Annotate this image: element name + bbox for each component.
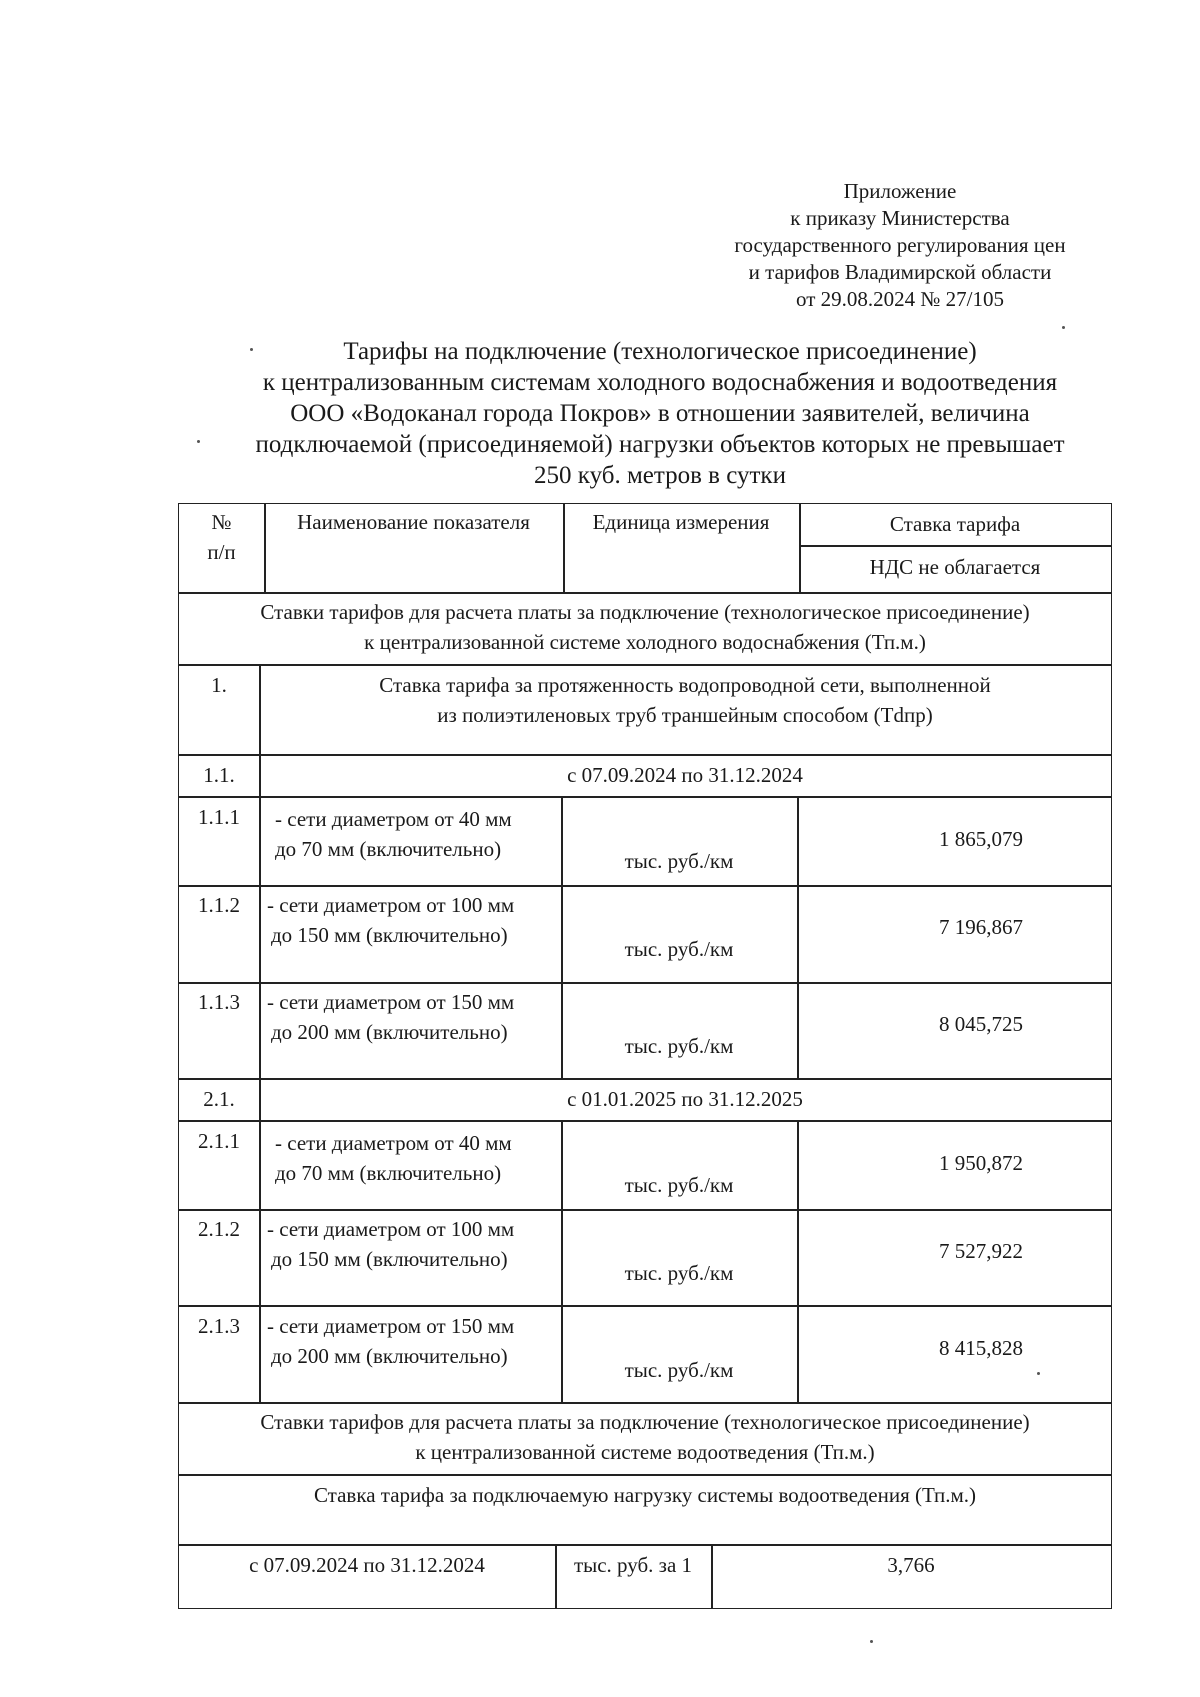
appendix-line: и тарифов Владимирской области [748, 260, 1052, 284]
section-sewerage-line1: Ставки тарифов для расчета платы за подключение (технологическое присоединение) [260, 1410, 1030, 1434]
row-name-line2: до 150 мм (включительно) [271, 1247, 508, 1271]
row-number: 2.1.1 [198, 1129, 240, 1153]
row-value: 1 950,872 [939, 1151, 1023, 1175]
period-2-label: с 01.01.2025 по 31.12.2025 [567, 1087, 803, 1111]
section-water-supply-line1: Ставки тарифов для расчета платы за подключение (технологическое присоединение) [260, 600, 1030, 624]
appendix-line: Приложение [843, 179, 957, 203]
last-row-unit: тыс. руб. за 1 [573, 1553, 693, 1577]
title-line: Тарифы на подключение (технологическое присоединение) [343, 338, 977, 365]
appendix-line: к приказу Министерства [790, 206, 1010, 230]
item-1-number: 1. [211, 673, 227, 697]
rule-row-1-1-2-bottom [179, 982, 1111, 984]
row-name-line2: до 70 мм (включительно) [275, 1161, 502, 1185]
row-number: 1.1.1 [198, 805, 240, 829]
row-number: 1.1.2 [198, 893, 240, 917]
row-name-line1: - сети диаметром от 100 мм [267, 1217, 515, 1241]
last-row-value: 3,766 [887, 1553, 935, 1577]
appendix-line: государственного регулирования цен [734, 233, 1066, 257]
row-name-line1: - сети диаметром от 40 мм [275, 807, 512, 831]
period-1-label: с 07.09.2024 по 31.12.2024 [567, 763, 803, 787]
row-unit: тыс. руб./км [624, 1034, 734, 1058]
row-number: 2.1.2 [198, 1217, 240, 1241]
title-line: ООО «Водоканал города Покров» в отношении заявителей, величина [290, 400, 1030, 427]
last-row-period: с 07.09.2024 по 31.12.2024 [249, 1553, 485, 1577]
header-vat: НДС не облагается [869, 555, 1041, 579]
title-line: к централизованным системам холодного водоснабжения и водоотведения [262, 369, 1058, 396]
item-1-title-line1: Ставка тарифа за протяженность водопроводной сети, выполненной [379, 673, 991, 697]
scan-speck [250, 348, 253, 351]
rule-item1-bottom [179, 754, 1111, 756]
scan-speck [1037, 1372, 1040, 1375]
title-line: подключаемой (присоединяемой) нагрузки объектов которых не превышает [255, 431, 1065, 458]
period-1-number: 1.1. [203, 763, 235, 787]
scan-speck [1062, 326, 1065, 329]
col-rule-num-block1 [259, 796, 261, 1078]
rule-section2-bottom [179, 1474, 1111, 1476]
row-name-line2: до 200 мм (включительно) [271, 1020, 508, 1044]
row-unit: тыс. руб./км [624, 937, 734, 961]
rule-header-bottom [179, 592, 1111, 594]
rule-section1-bottom [179, 664, 1111, 666]
row-value: 8 045,725 [939, 1012, 1023, 1036]
row-name-line2: до 200 мм (включительно) [271, 1344, 508, 1368]
period-2-number: 2.1. [203, 1087, 235, 1111]
tariff-table [178, 503, 1112, 1609]
rule-item2-bottom [179, 1544, 1111, 1546]
row-name-line1: - сети диаметром от 100 мм [267, 893, 515, 917]
row-number: 1.1.3 [198, 990, 240, 1014]
col-rule-num-block2 [259, 1120, 261, 1402]
item-2-title: Ставка тарифа за подключаемую нагрузку системы водоотведения (Тп.м.) [313, 1483, 977, 1507]
rule-row-2-1-1-bottom [179, 1209, 1111, 1211]
row-unit: тыс. руб./км [624, 1261, 734, 1285]
appendix-reference [700, 178, 1100, 313]
row-value: 1 865,079 [939, 827, 1023, 851]
row-unit: тыс. руб./км [624, 1358, 734, 1382]
header-indicator-name: Наименование показателя [297, 510, 530, 534]
section-sewerage-line2: к централизованной системе водоотведения (Тп.м.) [415, 1440, 875, 1464]
rule-row-1-1-3-bottom [179, 1078, 1111, 1080]
row-value: 8 415,828 [939, 1336, 1023, 1360]
row-name-line2: до 70 мм (включительно) [275, 837, 502, 861]
rule-row-1-1-1-bottom [179, 885, 1111, 887]
rule-row-2-1-3-bottom [179, 1402, 1111, 1404]
row-name-line2: до 150 мм (включительно) [271, 923, 508, 947]
row-value: 7 527,922 [939, 1239, 1023, 1263]
header-num-abbrev: п/п [207, 540, 236, 564]
header-num-symbol: № [211, 510, 232, 534]
scan-speck [197, 440, 200, 443]
scan-speck [870, 1640, 873, 1643]
row-value: 7 196,867 [939, 915, 1023, 939]
header-unit: Единица измерения [592, 510, 770, 534]
row-name-line1: - сети диаметром от 150 мм [267, 1314, 515, 1338]
title-line: 250 куб. метров в сутки [534, 462, 786, 489]
rule-rate-subheader [799, 545, 1111, 547]
appendix-line: от 29.08.2024 № 27/105 [795, 287, 1005, 311]
rule-period1-bottom [179, 796, 1111, 798]
header-rate: Ставка тарифа [889, 512, 1021, 536]
document-title [180, 336, 1140, 491]
section-water-supply-line2: к централизованной системе холодного водоснабжения (Тп.м.) [364, 630, 926, 654]
row-name-line1: - сети диаметром от 150 мм [267, 990, 515, 1014]
item-1-title-line2: из полиэтиленовых труб траншейным способом (Tdпр) [437, 703, 933, 727]
row-name-line1: - сети диаметром от 40 мм [275, 1131, 512, 1155]
rule-row-2-1-2-bottom [179, 1305, 1111, 1307]
rule-period2-bottom [179, 1120, 1111, 1122]
row-number: 2.1.3 [198, 1314, 240, 1338]
row-unit: тыс. руб./км [624, 849, 734, 873]
row-unit: тыс. руб./км [624, 1173, 734, 1197]
